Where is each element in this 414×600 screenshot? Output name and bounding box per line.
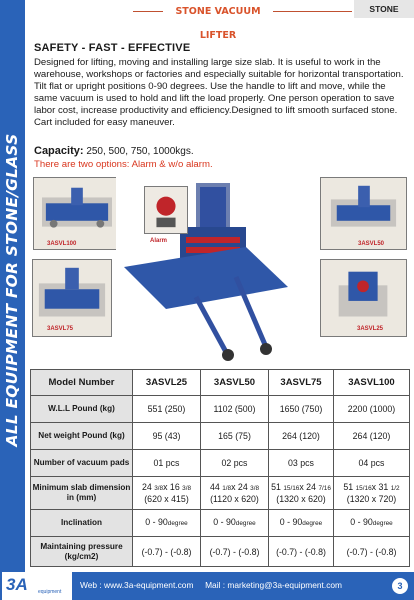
- image-caption: 3ASVL25: [357, 326, 384, 332]
- table-cell: (-0.7) - (-0.8): [201, 537, 269, 567]
- lifter-photo-icon: [321, 260, 406, 336]
- table-cell: [133, 510, 201, 537]
- table-cell: [201, 510, 269, 537]
- footer: [0, 572, 414, 600]
- incl-value: 0 - 90: [213, 517, 236, 527]
- lifter-photo-icon: [34, 178, 120, 249]
- table-cell: 1102 (500): [201, 396, 269, 423]
- table-row-slab: [31, 477, 410, 510]
- table-cell: 165 (75): [201, 423, 269, 450]
- incl-value: 0 - 90: [279, 517, 303, 527]
- incl-value: 0 - 90: [145, 517, 168, 527]
- slab-height-fraction: 3/8: [250, 485, 260, 492]
- image-caption: 3ASVL100: [47, 241, 77, 247]
- table-cell: 1650 (750): [269, 396, 334, 423]
- alarm-device-icon: [145, 187, 187, 233]
- table-row-inclination: [31, 510, 410, 537]
- model-col: 3ASVL75: [269, 370, 334, 396]
- slab-mm: (620 x 415): [144, 494, 189, 504]
- vacuum-lifter-icon: [116, 177, 290, 365]
- sidebar-slogan: ALL EQUIPMENT FOR STONE/GLASS: [3, 133, 21, 447]
- model-col: 3ASVL25: [133, 370, 201, 396]
- incl-unit: degree: [235, 520, 256, 527]
- table-cell: [334, 477, 410, 510]
- table-cell: [334, 510, 410, 537]
- table-header-row: [31, 370, 410, 396]
- page-number: 3: [392, 578, 408, 594]
- capacity-line: [34, 145, 194, 157]
- slab-width: 44: [209, 482, 220, 492]
- incl-value: 0 - 90: [350, 517, 373, 527]
- logo-mark: 3A: [6, 575, 28, 594]
- logo-subtext: equipment: [38, 589, 62, 595]
- slab-width: 24: [141, 482, 152, 492]
- capacity-label: Capacity:: [34, 145, 84, 157]
- sidebar-banner: [0, 0, 25, 572]
- table-cell: 264 (120): [269, 423, 334, 450]
- row-label: Maintaining pressure (kg/cm2): [31, 537, 133, 567]
- slab-height: x 24: [231, 482, 248, 492]
- description: Designed for lifting, moving and installing large size slab. It is useful to work in the warehouse, workshops or factories and especially suitable for horizontal transportation. Tilt flat or upright positions 0-90 degrees. Use the handle to lift and move, while the same vacuum is used to hold and lift the load properly. One person operation to save labor cost, increase productivity and efficiency.Designed to lift smooth surfaced stone. Cart included for easy maneuver.: [34, 57, 404, 128]
- product-image-3asvl50: [320, 177, 407, 250]
- mail-link[interactable]: Mail : marketing@3a-equipment.com: [205, 580, 343, 590]
- table-cell: [269, 510, 334, 537]
- table-cell: 2200 (1000): [334, 396, 410, 423]
- alarm-inset-image: [144, 186, 188, 234]
- category-tag: STONE: [354, 0, 414, 18]
- table-cell: 02 pcs: [201, 450, 269, 477]
- row-label: Model Number: [31, 370, 133, 396]
- table-row-pads: [31, 450, 410, 477]
- capacity-value: 250, 500, 750, 1000kgs.: [86, 146, 194, 157]
- table-cell: 03 pcs: [269, 450, 334, 477]
- incl-unit: degree: [372, 520, 393, 527]
- slab-height: x 31: [371, 482, 389, 492]
- lifter-photo-icon: [321, 178, 406, 249]
- table-cell: 01 pcs: [133, 450, 201, 477]
- table-cell: (-0.7) - (-0.8): [133, 537, 201, 567]
- slab-mm: (1320 x 620): [276, 494, 326, 504]
- page-title: STONE VACUUM LIFTER: [163, 0, 273, 24]
- table-cell: 04 pcs: [334, 450, 410, 477]
- table-cell: (-0.7) - (-0.8): [334, 537, 410, 567]
- slab-width-fraction: 3/8: [154, 485, 164, 492]
- table-row-pressure: [31, 537, 410, 567]
- row-label: Minimum slab dimension in (mm): [31, 477, 133, 510]
- alarm-caption: Alarm: [150, 238, 168, 244]
- headline: SAFETY - FAST - EFFECTIVE: [34, 42, 191, 54]
- slab-width-fraction: 15/16: [355, 485, 372, 492]
- slab-width: 51: [343, 482, 354, 492]
- model-col: 3ASVL100: [334, 370, 410, 396]
- table-row-net-weight: [31, 423, 410, 450]
- image-caption: 3ASVL50: [358, 241, 385, 247]
- table-cell: 95 (43): [133, 423, 201, 450]
- table-cell: 264 (120): [334, 423, 410, 450]
- slab-width: 51: [271, 482, 281, 492]
- model-col: 3ASVL50: [201, 370, 269, 396]
- incl-unit: degree: [302, 520, 323, 527]
- company-logo: [2, 572, 72, 600]
- row-label: Number of vacuum pads: [31, 450, 133, 477]
- options-note: There are two options: Alarm & w/o alarm.: [34, 159, 213, 170]
- table-cell: (-0.7) - (-0.8): [269, 537, 334, 567]
- slab-width-fraction: 15/16: [283, 485, 300, 492]
- row-label: W.L.L Pound (kg): [31, 396, 133, 423]
- footer-contact: [80, 580, 342, 590]
- table-row-wll: [31, 396, 410, 423]
- row-label: Net weight Pound (kg): [31, 423, 133, 450]
- web-link[interactable]: Web : www.3a-equipment.com: [80, 580, 194, 590]
- header: [25, 0, 414, 41]
- slab-width-fraction: 1/8: [222, 485, 232, 492]
- table-cell: [269, 477, 334, 510]
- image-caption: 3ASVL75: [47, 326, 74, 332]
- slab-height: x 24: [299, 482, 316, 492]
- main-product-image: [116, 177, 290, 365]
- slab-mm: (1320 x 720): [346, 494, 397, 504]
- product-image-3asvl100: [33, 177, 121, 250]
- table-cell: [201, 477, 269, 510]
- slab-height-fraction: 7/16: [318, 485, 331, 492]
- table-cell: 551 (250): [133, 396, 201, 423]
- table-cell: [133, 477, 201, 510]
- slab-height: x 16: [163, 482, 180, 492]
- slab-height-fraction: 3/8: [182, 485, 192, 492]
- incl-unit: degree: [167, 520, 188, 527]
- row-label: Inclination: [31, 510, 133, 537]
- slab-mm: (1120 x 620): [210, 494, 259, 504]
- lifter-photo-icon: [33, 260, 111, 336]
- slab-height-fraction: 1/2: [390, 485, 400, 492]
- spec-table: [30, 369, 410, 567]
